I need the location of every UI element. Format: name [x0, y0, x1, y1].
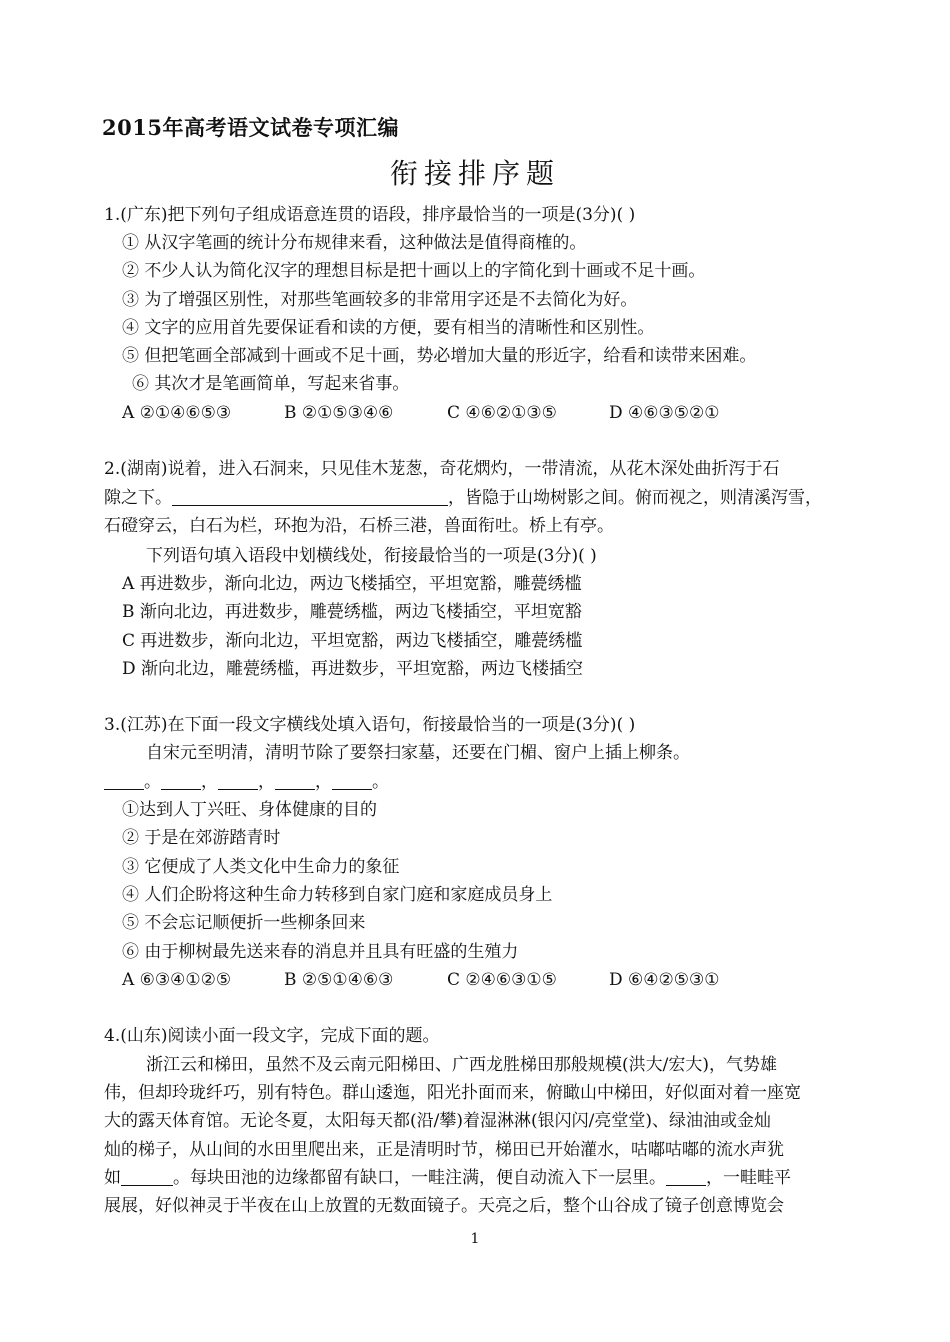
blank-punct: 。 — [372, 772, 389, 792]
q1-item-1: ① 从汉字笔画的统计分布规律来看，这种做法是值得商榷的。 — [122, 233, 587, 253]
q4-passage-text: 如 — [104, 1168, 121, 1188]
q1-item-2: ② 不少人认为简化汉字的理想目标是把十画以上的字简化到十画或不足十画。 — [122, 261, 706, 281]
q1-item-3: ③ 为了增强区别性，对那些笔画较多的非常用字还是不去简化为好。 — [122, 290, 638, 310]
q3-option-a: A ⑥③④①②⑤ — [122, 970, 232, 990]
q2-passage-text: ，皆隐于山坳树影之间。俯而视之，则清溪泻雪， — [448, 488, 822, 508]
answer-blank — [666, 1168, 706, 1186]
blank-punct: ， — [315, 772, 332, 792]
q1-item-6: ⑥ 其次才是笔画简单，写起来省事。 — [132, 374, 410, 394]
q3-blanks-line — [104, 771, 389, 793]
q1-option-b: B ②①⑤③④⑥ — [284, 403, 394, 423]
q4-stem: 4.(山东)阅读小面一段文字，完成下面的题。 — [104, 1026, 440, 1046]
q3-stem: 3.(江苏)在下面一段文字横线处填入语句，衔接最恰当的一项是(3分)( ) — [104, 715, 636, 735]
q3-option-b: B ②⑤①④⑥③ — [284, 970, 394, 990]
q4-passage-line-4: 灿的梯子，从山间的水田里爬出来，正是清明时节，梯田已开始灌水，咕嘟咕嘟的流水声犹 — [104, 1140, 784, 1160]
q2-option-a: A 再进数步，渐向北边，两边飞楼插空，平坦宽豁，雕甍绣槛 — [122, 574, 582, 594]
q2-passage-line-2 — [104, 487, 822, 509]
q2-option-d: D 渐向北边，雕甍绣槛，再进数步，平坦宽豁，两边飞楼插空 — [122, 659, 584, 679]
answer-blank — [172, 488, 448, 506]
answer-blank — [218, 772, 258, 790]
blank-punct: 。 — [144, 772, 161, 792]
collection-header: 2015年高考语文试卷专项汇编 — [102, 115, 399, 140]
q1-option-d: D ④⑥③⑤②① — [609, 403, 720, 423]
page-title: 衔接排序题 — [389, 157, 560, 190]
q3-passage: 自宋元至明清，清明节除了要祭扫家墓，还要在门楣、窗户上插上柳条。 — [146, 743, 690, 763]
q4-passage-text: 。每块田池的边缘都留有缺口，一畦注满，便自动流入下一层里。 — [173, 1168, 666, 1188]
q1-stem: 1.(广东)把下列句子组成语意连贯的语段，排序最恰当的一项是(3分)( ) — [104, 205, 636, 225]
q3-item-2: ② 于是在郊游踏青时 — [122, 828, 281, 848]
q4-passage-line-3: 大的露天体育馆。无论冬夏，太阳每天都(沿/攀)着湿淋淋(银闪闪/亮堂堂)、绿油油或金灿 — [104, 1111, 771, 1131]
q2-passage-line-3: 石磴穿云，白石为栏，环抱为沿，石桥三港，兽面衔吐。桥上有亭。 — [104, 516, 614, 536]
answer-blank — [104, 772, 144, 790]
q4-passage-line-6: 展展，好似神灵于半夜在山上放置的无数面镜子。天亮之后，整个山谷成了镜子创意博览会 — [104, 1196, 784, 1216]
q2-passage-line-1: 2.(湖南)说着，进入石洞来，只见佳木茏葱，奇花熌灼，一带清流，从花木深处曲折泻于石 — [104, 459, 780, 479]
q2-option-c: C 再进数步，渐向北边，平坦宽豁，两边飞楼插空，雕甍绣槛 — [122, 631, 583, 651]
q3-option-d: D ⑥④②⑤③① — [609, 970, 720, 990]
q3-item-6: ⑥ 由于柳树最先送来春的消息并且具有旺盛的生殖力 — [122, 942, 519, 962]
q4-passage-line-1: 浙江云和梯田，虽然不及云南元阳梯田、广西龙胜梯田那般规模(洪大/宏大)，气势雄 — [146, 1055, 777, 1075]
q4-passage-text: ，一畦畦平 — [706, 1168, 791, 1188]
q3-item-5: ⑤ 不会忘记顺便折一些柳条回来 — [122, 913, 366, 933]
q3-option-c: C ②④⑥③①⑤ — [447, 970, 557, 990]
q4-passage-line-5 — [104, 1167, 791, 1189]
q1-item-5: ⑤ 但把笔画全部减到十画或不足十画，势必增加大量的形近字，给看和读带来困难。 — [122, 346, 757, 366]
q3-item-1: ①达到人丁兴旺、身体健康的目的 — [122, 800, 377, 820]
q2-stem: 下列语句填入语段中划横线处，衔接最恰当的一项是(3分)( ) — [146, 546, 597, 566]
q2-passage-text: 隙之下。 — [104, 488, 172, 508]
q2-option-b: B 渐向北边，再进数步，雕甍绣槛，两边飞楼插空，平坦宽豁 — [122, 602, 582, 622]
q3-item-3: ③ 它便成了人类文化中生命力的象征 — [122, 857, 400, 877]
page-number: 1 — [470, 1231, 480, 1247]
q4-passage-line-2: 伟，但却玲珑纤巧，别有特色。群山逶迤，阳光扑面而来，俯瞰山中梯田，好似面对着一座宽 — [104, 1083, 801, 1103]
answer-blank — [161, 772, 201, 790]
blank-punct: ， — [258, 772, 275, 792]
answer-blank — [121, 1168, 173, 1186]
q1-item-4: ④ 文字的应用首先要保证看和读的方便，要有相当的清晰性和区别性。 — [122, 318, 655, 338]
q3-item-4: ④ 人们企盼将这种生命力转移到自家门庭和家庭成员身上 — [122, 885, 553, 905]
blank-punct: ， — [201, 772, 218, 792]
answer-blank — [332, 772, 372, 790]
q1-option-a: A ②①④⑥⑤③ — [122, 403, 232, 423]
q1-option-c: C ④⑥②①③⑤ — [447, 403, 557, 423]
answer-blank — [275, 772, 315, 790]
